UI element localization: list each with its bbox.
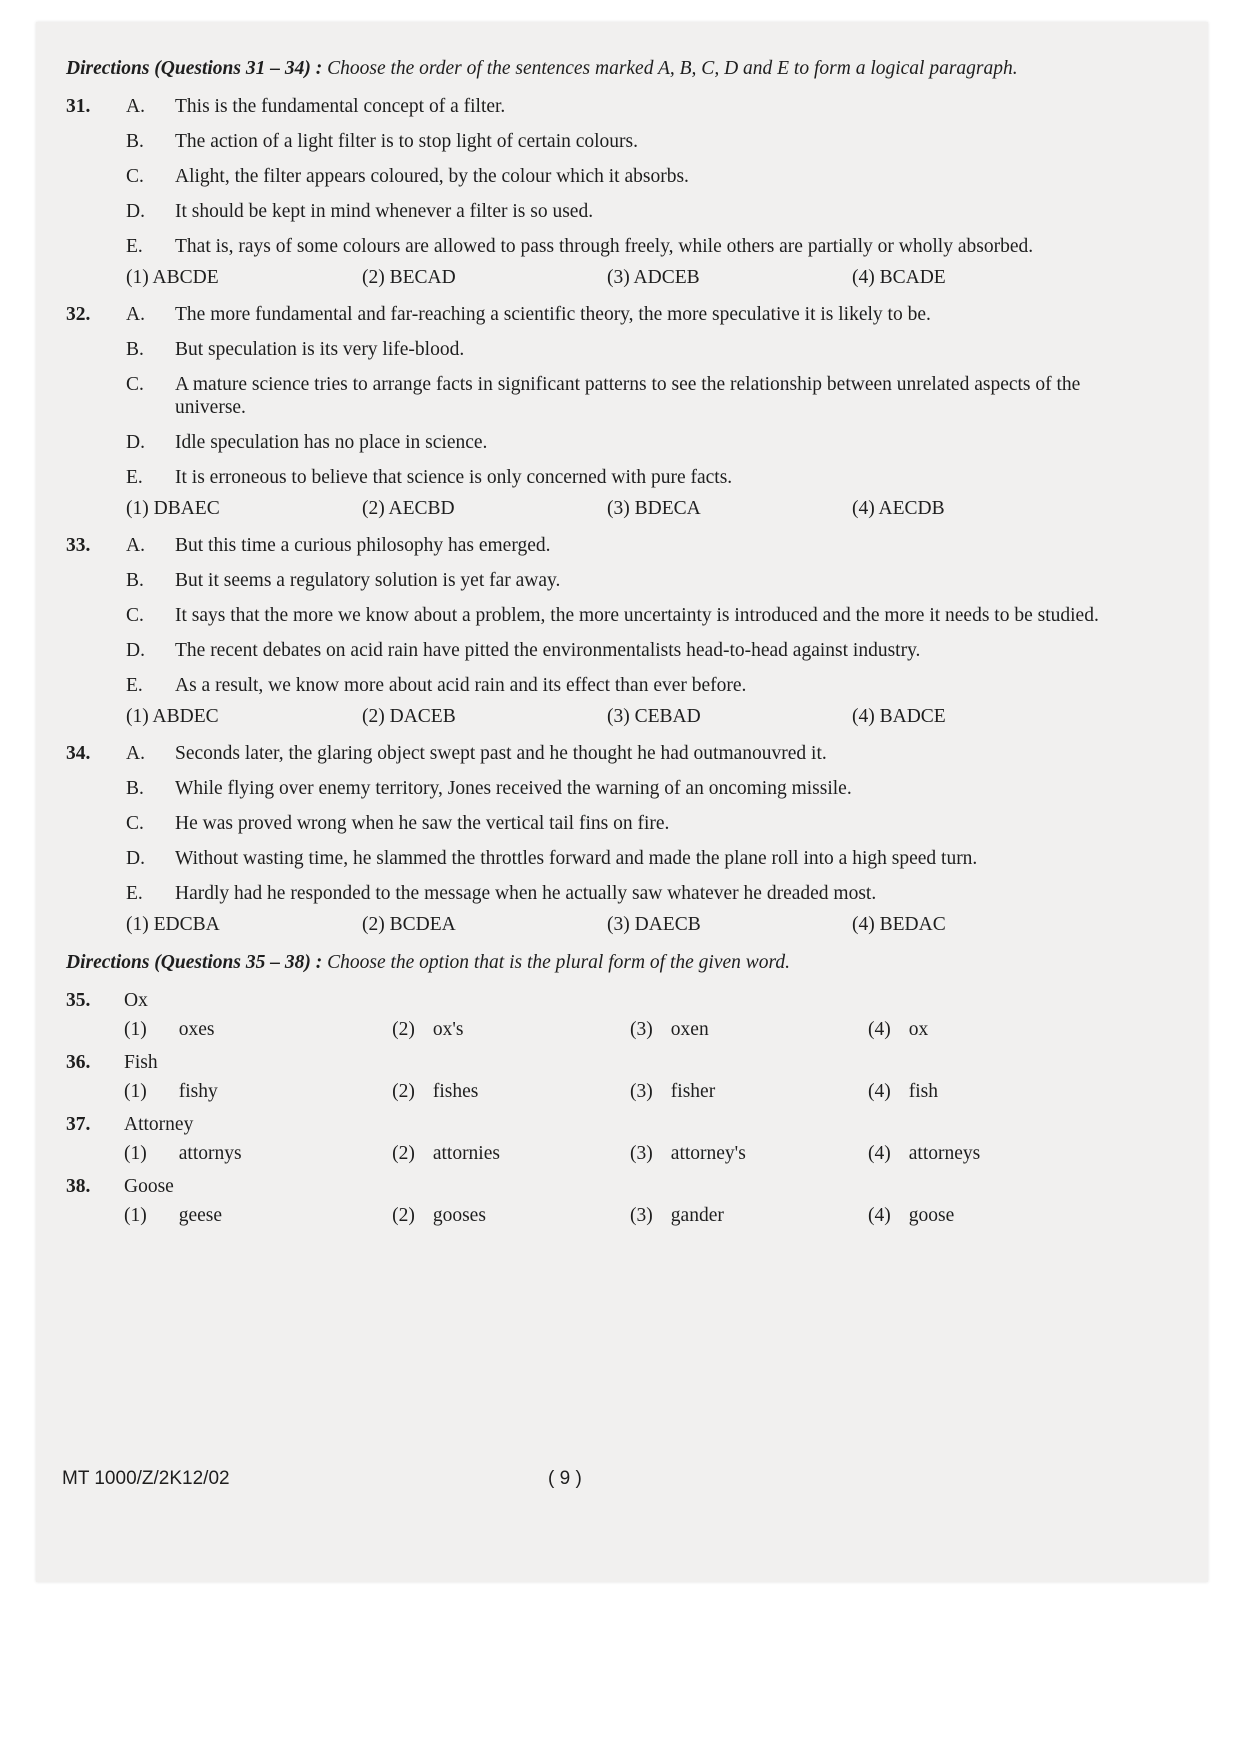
option-number: (2) [392, 1081, 415, 1102]
option-value: goose [908, 1205, 955, 1226]
option-value: fishy [178, 1081, 218, 1102]
option-number: (2) [392, 1143, 415, 1164]
question-number: 31. [66, 96, 91, 117]
sentence-item [66, 882, 1106, 905]
option-value: gooses [432, 1205, 486, 1226]
question-number: 36. [66, 1052, 91, 1073]
answer-option: (1) ABDEC [126, 706, 219, 727]
sentence-letter: A. [126, 743, 145, 764]
question-38 [66, 1175, 1106, 1227]
sentence-item [66, 742, 1106, 765]
page-number: ( 9 ) [548, 1468, 582, 1489]
sentence-letter: C. [126, 374, 144, 395]
sentence-text: Idle speculation has no place in science. [175, 432, 488, 453]
answer-option: (1) EDCBA [126, 914, 220, 935]
question-number: 37. [66, 1114, 91, 1135]
option-number: (2) [392, 1019, 415, 1040]
sentence-letter: D. [126, 640, 145, 661]
directions-label: Directions (Questions 31 – 34) : [66, 58, 323, 79]
directions-text: Choose the option that is the plural form of the given word. [322, 952, 791, 973]
question-number: 38. [66, 1176, 91, 1197]
answer-option: (4) BCADE [852, 267, 946, 288]
question-number: 32. [66, 304, 91, 325]
sentence-letter: E. [126, 675, 143, 696]
sentence-letter: C. [126, 605, 144, 626]
given-word: Goose [124, 1176, 174, 1197]
answer-option [868, 1142, 1106, 1165]
sentence-letter: C. [126, 813, 144, 834]
option-value: ox [908, 1019, 929, 1040]
sentence-item [66, 338, 1106, 361]
answer-options [66, 1204, 1106, 1227]
answer-option: (3) DAECB [607, 914, 701, 935]
answer-options [66, 913, 1106, 936]
answer-options [66, 1142, 1106, 1165]
sentence-letter: D. [126, 432, 145, 453]
paper-code: MT 1000/Z/2K12/02 [62, 1468, 230, 1489]
sentence-item [66, 200, 1106, 223]
sentence-text: As a result, we know more about acid rain and its effect than ever before. [175, 675, 747, 696]
reorder-questions [66, 95, 1106, 936]
answer-option: (2) BCDEA [362, 914, 456, 935]
answer-option [630, 1080, 868, 1103]
sentence-letter: B. [126, 131, 144, 152]
answer-options [66, 705, 1106, 728]
option-number: (3) [630, 1081, 653, 1102]
sentence-text: Seconds later, the glaring object swept past and he thought he had outmanouvred it. [175, 743, 827, 764]
sentence-letter: D. [126, 201, 145, 222]
sentence-letter: C. [126, 166, 144, 187]
sentence-item [66, 130, 1106, 153]
sentence-item [66, 303, 1106, 326]
directions-31-34 [66, 56, 1106, 81]
sentence-text: This is the fundamental concept of a filter. [175, 96, 506, 117]
answer-option [124, 1018, 392, 1041]
answer-option: (4) BADCE [852, 706, 946, 727]
question-content [66, 56, 1106, 1237]
option-value: ox's [432, 1019, 464, 1040]
option-number: (3) [630, 1143, 653, 1164]
option-number: (2) [392, 1205, 415, 1226]
question-35 [66, 989, 1106, 1041]
option-value: oxen [670, 1019, 709, 1040]
sentence-text: Hardly had he responded to the message when he actually saw whatever he dreaded most. [175, 883, 877, 904]
question-31 [66, 95, 1106, 289]
sentence-text: While flying over enemy territory, Jones received the warning of an oncoming missile. [175, 778, 852, 799]
option-number: (4) [868, 1019, 891, 1040]
sentence-text: A mature science tries to arrange facts in significant patterns to see the relationship between unrelated aspects of the universe. [175, 374, 1081, 418]
sentence-item [66, 235, 1106, 258]
sentence-item [66, 812, 1106, 835]
option-value: geese [178, 1205, 223, 1226]
sentence-text: But it seems a regulatory solution is yet far away. [175, 570, 561, 591]
question-37 [66, 1113, 1106, 1165]
answer-options [66, 266, 1106, 289]
option-value: attorneys [908, 1143, 981, 1164]
option-number: (1) [124, 1081, 147, 1102]
sentence-text: That is, rays of some colours are allowed to pass through freely, while others are partially or wholly absorbed. [175, 236, 1034, 257]
option-number: (1) [124, 1143, 147, 1164]
answer-option: (1) DBAEC [126, 498, 220, 519]
option-value: oxes [178, 1019, 215, 1040]
answer-option [630, 1204, 868, 1227]
sentence-letter: E. [126, 467, 143, 488]
sentence-letter: A. [126, 535, 145, 556]
answer-option: (2) AECBD [362, 498, 455, 519]
option-number: (1) [124, 1019, 147, 1040]
sentence-letter: E. [126, 236, 143, 257]
answer-option [392, 1080, 630, 1103]
sentence-item [66, 639, 1106, 662]
sentence-letter: B. [126, 339, 144, 360]
answer-option [392, 1142, 630, 1165]
option-value: attornys [178, 1143, 242, 1164]
answer-option: (2) DACEB [362, 706, 456, 727]
answer-option: (3) CEBAD [607, 706, 701, 727]
option-number: (4) [868, 1081, 891, 1102]
sentence-item [66, 165, 1106, 188]
option-number: (1) [124, 1205, 147, 1226]
answer-option [868, 1204, 1106, 1227]
answer-option [868, 1018, 1106, 1041]
answer-option [868, 1080, 1106, 1103]
question-36 [66, 1051, 1106, 1103]
option-value: gander [670, 1205, 724, 1226]
answer-option: (4) BEDAC [852, 914, 946, 935]
answer-option [630, 1018, 868, 1041]
option-value: fisher [670, 1081, 716, 1102]
sentence-text: It should be kept in mind whenever a filter is so used. [175, 201, 594, 222]
question-number: 33. [66, 535, 91, 556]
answer-options [66, 1080, 1106, 1103]
given-word: Ox [124, 990, 148, 1011]
sentence-item [66, 373, 1106, 419]
option-value: fishes [432, 1081, 479, 1102]
sentence-text: The action of a light filter is to stop light of certain colours. [175, 131, 639, 152]
directions-35-38 [66, 950, 1106, 975]
given-word: Fish [124, 1052, 158, 1073]
sentence-item [66, 604, 1106, 627]
answer-option [630, 1142, 868, 1165]
answer-option [124, 1142, 392, 1165]
sentence-letter: D. [126, 848, 145, 869]
sentence-item [66, 466, 1106, 489]
option-value: attorney's [670, 1143, 746, 1164]
question-32 [66, 303, 1106, 520]
answer-options [66, 1018, 1106, 1041]
sentence-item [66, 95, 1106, 118]
sentence-text: The more fundamental and far-reaching a scientific theory, the more speculative it is likely to be. [175, 304, 931, 325]
answer-option: (1) ABCDE [126, 267, 219, 288]
option-value: attornies [432, 1143, 500, 1164]
question-34 [66, 742, 1106, 936]
answer-option [124, 1080, 392, 1103]
option-number: (3) [630, 1019, 653, 1040]
sentence-text: Alight, the filter appears coloured, by the colour which it absorbs. [175, 166, 689, 187]
question-number: 35. [66, 990, 91, 1011]
answer-option [124, 1204, 392, 1227]
answer-option: (3) BDECA [607, 498, 701, 519]
answer-option [392, 1018, 630, 1041]
answer-options [66, 497, 1106, 520]
option-number: (4) [868, 1205, 891, 1226]
sentence-letter: A. [126, 304, 145, 325]
sentence-text: It is erroneous to believe that science is only concerned with pure facts. [175, 467, 733, 488]
sentence-item [66, 777, 1106, 800]
given-word: Attorney [124, 1114, 194, 1135]
sentence-item [66, 847, 1106, 870]
answer-option: (4) AECDB [852, 498, 945, 519]
sentence-letter: B. [126, 570, 144, 591]
sentence-item [66, 674, 1106, 697]
answer-option [392, 1204, 630, 1227]
sentence-item [66, 431, 1106, 454]
answer-option: (3) ADCEB [607, 267, 700, 288]
sentence-letter: B. [126, 778, 144, 799]
sentence-item [66, 534, 1106, 557]
question-number: 34. [66, 743, 91, 764]
sentence-text: But speculation is its very life-blood. [175, 339, 465, 360]
plural-questions [66, 989, 1106, 1227]
sentence-item [66, 569, 1106, 592]
sentence-letter: A. [126, 96, 145, 117]
sentence-text: Without wasting time, he slammed the throttles forward and made the plane roll into a high speed turn. [175, 848, 978, 869]
answer-option: (2) BECAD [362, 267, 456, 288]
sentence-letter: E. [126, 883, 143, 904]
option-value: fish [908, 1081, 939, 1102]
directions-text: Choose the order of the sentences marked A, B, C, D and E to form a logical paragraph. [322, 58, 1018, 79]
option-number: (3) [630, 1205, 653, 1226]
sentence-text: He was proved wrong when he saw the vertical tail fins on fire. [175, 813, 670, 834]
question-33 [66, 534, 1106, 728]
sentence-text: But this time a curious philosophy has emerged. [175, 535, 551, 556]
sentence-text: The recent debates on acid rain have pitted the environmentalists head-to-head against industry. [175, 640, 921, 661]
directions-label: Directions (Questions 35 – 38) : [66, 952, 323, 973]
sentence-text: It says that the more we know about a problem, the more uncertainty is introduced and the more it needs to be studied. [175, 605, 1099, 626]
option-number: (4) [868, 1143, 891, 1164]
